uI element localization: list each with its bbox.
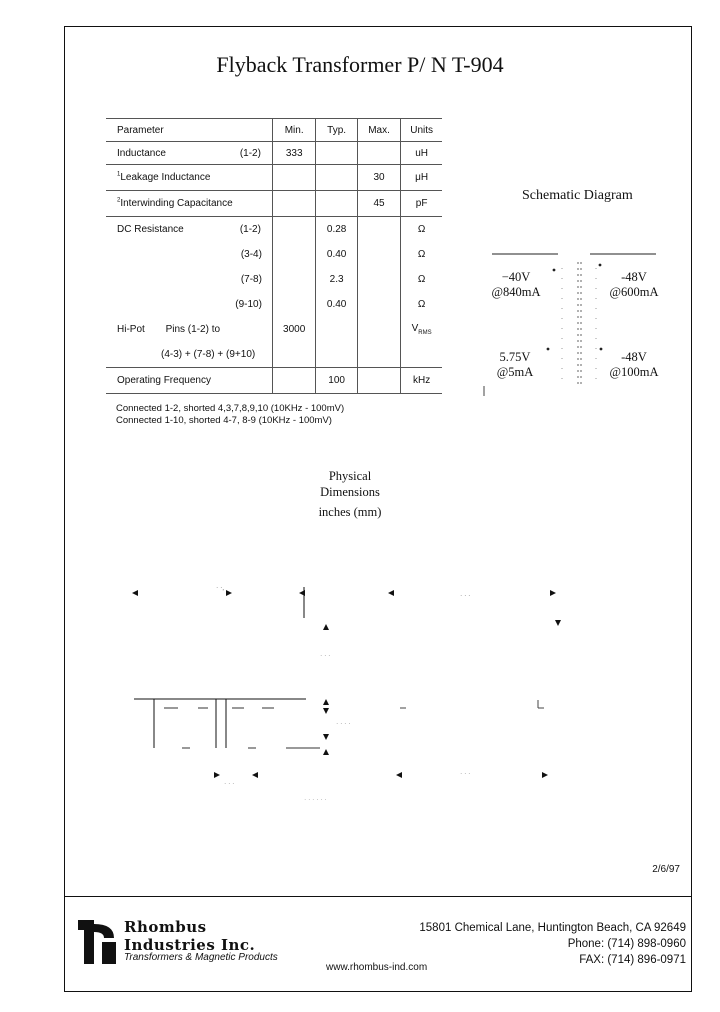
polarity-dot xyxy=(599,264,602,267)
table-row xyxy=(106,242,442,267)
hipot-pins-cell xyxy=(106,342,272,368)
leakage-cell xyxy=(106,165,272,191)
footnote-2: Connected 1-10, shorted 4-7, 8-9 (10KHz - 100mV) xyxy=(116,415,332,426)
dimension-arrow xyxy=(388,590,394,596)
dcr-pins: (7-8) xyxy=(106,267,272,292)
dimension-arrow xyxy=(542,772,548,778)
table-row xyxy=(106,267,442,292)
leakage-units: μH xyxy=(401,165,442,191)
inductance-pins: (1-2) xyxy=(239,147,261,159)
interwinding-max: 45 xyxy=(357,191,400,217)
dcr-units: Ω xyxy=(417,299,426,310)
header-units: Units xyxy=(401,119,442,142)
freq-typ: 100 xyxy=(316,368,357,394)
winding-label-4: -48V @100mA xyxy=(609,350,659,379)
leakage-label: Leakage Inductance xyxy=(120,172,211,184)
inductance-label: Inductance xyxy=(117,147,166,159)
footnote-ref: 2 xyxy=(117,197,121,204)
faint-dimension-text: · · · xyxy=(460,770,471,778)
page-title: Flyback Transformer P/ N T-904 xyxy=(216,52,504,77)
footer-divider xyxy=(64,896,692,897)
dimension-arrow xyxy=(323,734,329,740)
dimension-arrow xyxy=(323,749,329,755)
company-website-link[interactable]: www.rhombus-ind.com xyxy=(326,962,428,973)
dcr-units: Ω xyxy=(417,274,426,285)
inductance-min: 333 xyxy=(272,142,315,165)
dcr-pins: (9-10) xyxy=(106,292,272,317)
table-row xyxy=(106,142,442,165)
company-name: Rhombus Industries Inc. xyxy=(124,918,256,954)
table-row xyxy=(106,165,442,191)
company-contact xyxy=(419,920,686,968)
table-row xyxy=(106,368,442,394)
faint-dimension-text: · · · · xyxy=(336,720,351,728)
dcr-units: Ω xyxy=(417,249,426,260)
header-max: Max. xyxy=(357,119,400,142)
dimension-arrow xyxy=(323,708,329,714)
header-parameter: Parameter xyxy=(106,119,272,142)
freq-units: kHz xyxy=(401,368,442,394)
hipot-cell xyxy=(106,317,272,342)
revision-date: 2/6/97 xyxy=(652,864,680,875)
winding-label-2: -48V @600mA xyxy=(609,270,659,299)
freq-cell xyxy=(106,368,272,394)
dimension-arrow xyxy=(252,772,258,778)
table-row xyxy=(106,191,442,217)
inductance-units: uH xyxy=(401,142,442,165)
faint-dimension-text: · · · xyxy=(224,780,235,788)
table-row xyxy=(106,217,442,243)
interwinding-cell xyxy=(106,191,272,217)
dcr-typ: 2.3 xyxy=(316,267,357,292)
footnote-ref: 1 xyxy=(117,171,121,178)
hipot-units: $V_{RMS}$ xyxy=(411,323,432,336)
faint-dimension-text: · · · xyxy=(320,652,331,660)
dcr-units: Ω xyxy=(417,224,426,235)
polarity-dot xyxy=(600,348,603,351)
dimension-arrow xyxy=(323,699,329,705)
dimension-arrow xyxy=(299,590,305,596)
company-tagline: Transformers & Magnetic Products xyxy=(124,952,278,963)
dcr-pins: (3-4) xyxy=(106,242,272,267)
company-phone: Phone: (714) 898-0960 xyxy=(567,938,686,950)
dimension-arrow xyxy=(555,620,561,626)
dimension-arrow xyxy=(323,624,329,630)
hipot-label: Hi-Pot xyxy=(117,324,145,335)
table-row xyxy=(106,342,442,368)
polarity-dot xyxy=(553,269,556,272)
dcr-typ: 0.28 xyxy=(316,217,357,243)
table-row xyxy=(106,292,442,317)
dcr-label: DC Resistance xyxy=(117,224,184,235)
dcr-cell xyxy=(106,217,272,243)
footnotes xyxy=(116,403,344,427)
dcr-pins: (1-2) xyxy=(239,224,261,235)
dcr-typ: 0.40 xyxy=(316,242,357,267)
interwinding-label: Interwinding Capacitance xyxy=(120,198,233,210)
hipot-min: 3000 xyxy=(272,317,315,342)
winding-label-3: 5.75V @5mA xyxy=(496,350,534,379)
dimension-drawing xyxy=(120,570,570,820)
dimension-arrow xyxy=(550,590,556,596)
company-address: 15801 Chemical Lane, Huntington Beach, CA 92649 xyxy=(419,922,686,934)
dimension-arrow xyxy=(396,772,402,778)
interwinding-units: pF xyxy=(401,191,442,217)
header-min: Min. xyxy=(272,119,315,142)
faint-dimension-text: · · · xyxy=(460,592,471,600)
hipot-pins: Pins (1-2) to xyxy=(165,324,221,335)
physical-dimensions-title: Physical Dimensions inches (mm) xyxy=(318,469,382,519)
hipot-pins-2: (4-3) + (7-8) + (9+10) xyxy=(161,349,256,360)
company-fax: FAX: (714) 896-0971 xyxy=(579,954,686,966)
faint-dimension-text: · · · · · · xyxy=(304,796,327,804)
dimension-arrow xyxy=(214,772,220,778)
rhombus-logo-icon xyxy=(78,920,118,964)
dimension-arrow-right xyxy=(226,590,232,596)
table-header-row xyxy=(106,119,442,142)
leakage-max: 30 xyxy=(357,165,400,191)
inductance-cell xyxy=(106,142,272,165)
dimension-arrow-left xyxy=(132,590,138,596)
winding-label-1: −40V @840mA xyxy=(491,270,541,299)
table-row xyxy=(106,317,442,342)
schematic-title: Schematic Diagram xyxy=(522,188,633,203)
polarity-dot xyxy=(547,348,550,351)
freq-label: Operating Frequency xyxy=(117,375,211,386)
dcr-typ: 0.40 xyxy=(316,292,357,317)
header-typ: Typ. xyxy=(316,119,357,142)
spec-table xyxy=(106,118,442,394)
faint-dimension-text: · ·, xyxy=(216,584,225,592)
footnote-1: Connected 1-2, shorted 4,3,7,8,9,10 (10KHz - 100mV) xyxy=(116,403,345,414)
